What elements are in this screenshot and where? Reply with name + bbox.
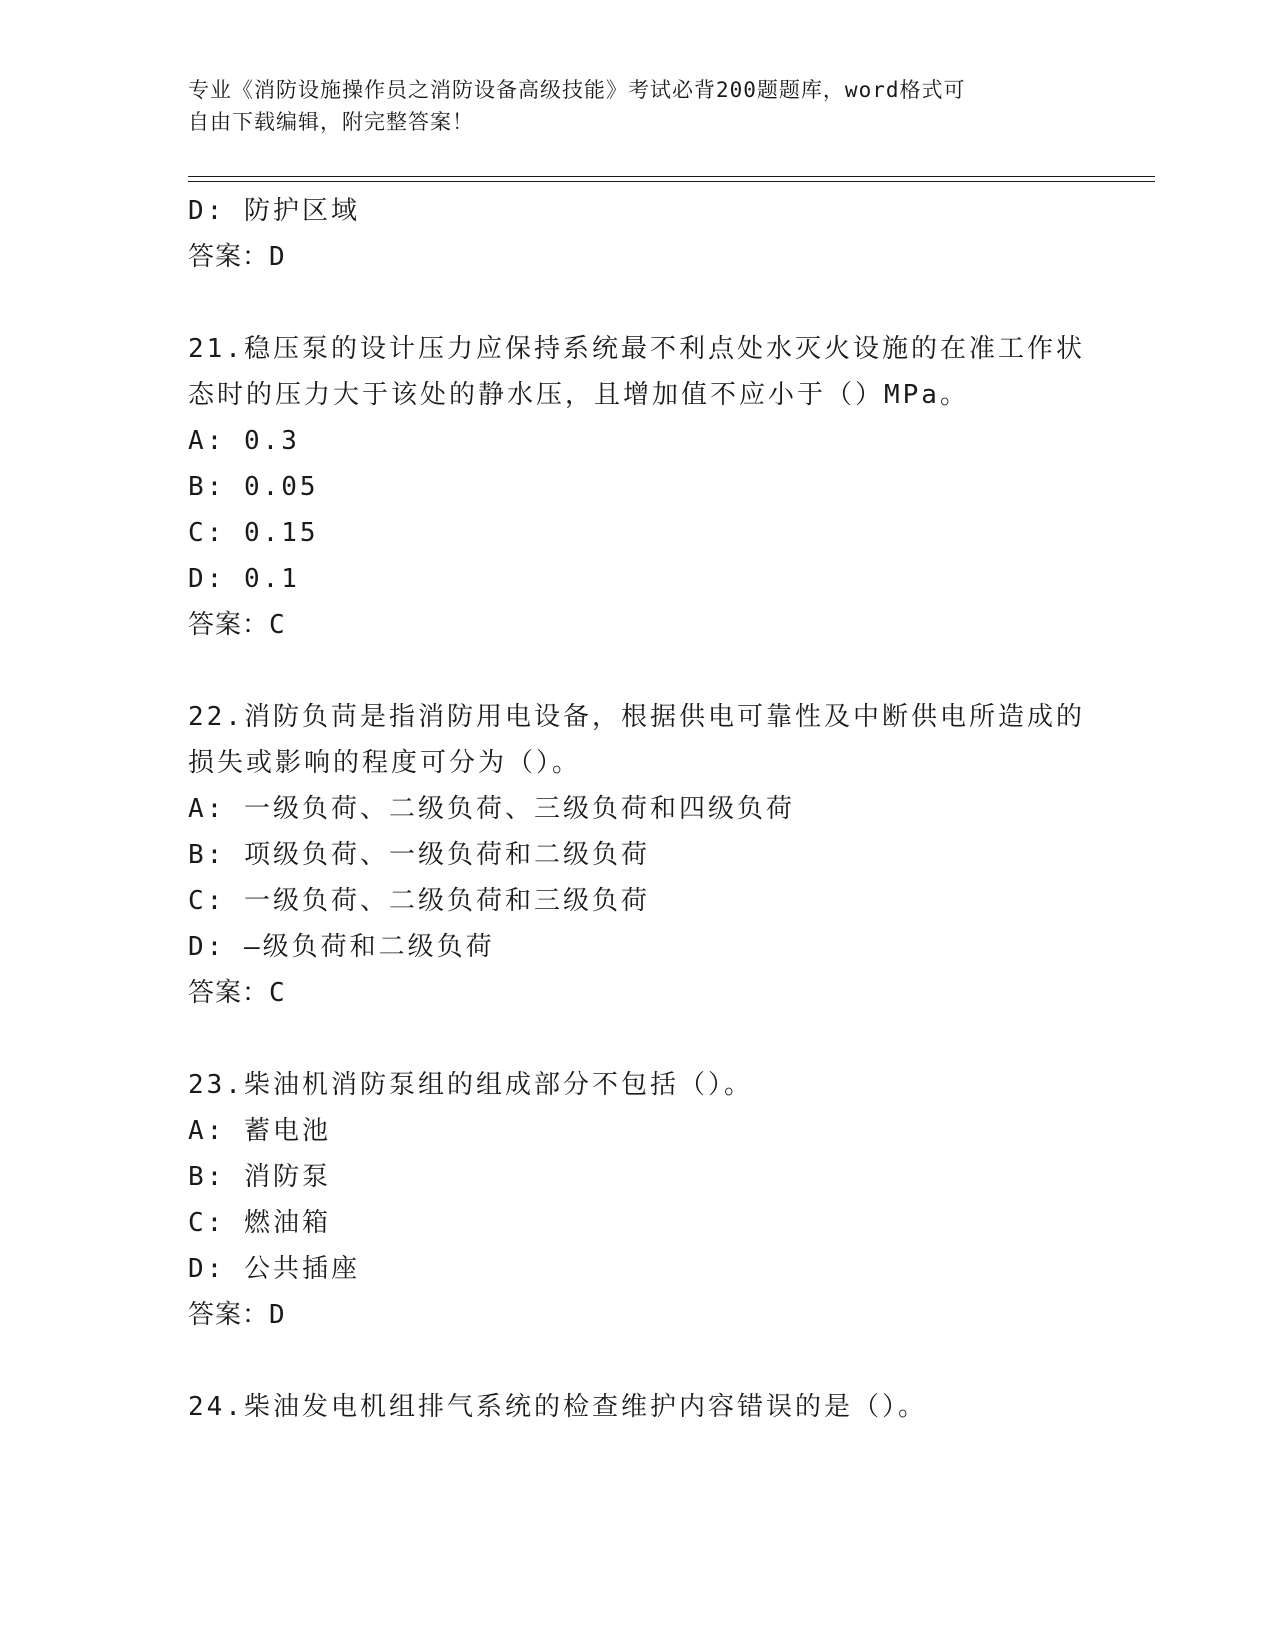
page-header	[188, 74, 1088, 138]
option-a: A: 一级负荷、二级负荷、三级负荷和四级负荷	[188, 794, 795, 824]
question-content	[188, 188, 1108, 1430]
option-d: D: 公共插座	[188, 1254, 360, 1284]
question-text-line-1: 24.柴油发电机组排气系统的检查维护内容错误的是（）。	[188, 1392, 927, 1422]
option-a: A: 0.3	[188, 426, 300, 456]
question-text-line-2: 损失或影响的程度可分为（）。	[188, 748, 582, 778]
question-22	[188, 694, 1108, 1016]
prev-answer: 答案：D	[188, 242, 286, 272]
spacer	[188, 1338, 1108, 1384]
option-c: C: 0.15	[188, 518, 319, 548]
question-text-line-2: 态时的压力大于该处的静水压，且增加值不应小于（）MPa。	[188, 380, 969, 410]
header-divider-top	[188, 176, 1155, 177]
option-b: B: 消防泵	[188, 1162, 331, 1192]
answer: 答案：D	[188, 1300, 286, 1330]
answer: 答案：C	[188, 610, 286, 640]
question-text-line-1: 23.柴油机消防泵组的组成部分不包括（）。	[188, 1070, 753, 1100]
question-21	[188, 326, 1108, 648]
option-a: A: 蓄电池	[188, 1116, 331, 1146]
question-text-line-1: 21.稳压泵的设计压力应保持系统最不利点处水灭火设施的在准工作状	[188, 334, 1085, 364]
answer: 答案：C	[188, 978, 286, 1008]
prev-option-d: D: 防护区域	[188, 196, 360, 226]
option-d: D: —级负荷和二级负荷	[188, 932, 495, 962]
option-c: C: 燃油箱	[188, 1208, 331, 1238]
question-23	[188, 1062, 1108, 1338]
header-title-line-2: 自由下载编辑，附完整答案！	[188, 110, 474, 134]
spacer	[188, 280, 1108, 326]
option-c: C: 一级负荷、二级负荷和三级负荷	[188, 886, 650, 916]
spacer	[188, 1016, 1108, 1062]
header-title-line-1: 专业《消防设施操作员之消防设备高级技能》考试必背200题题库，word格式可	[188, 78, 966, 102]
header-divider-bottom	[188, 181, 1155, 182]
question-24	[188, 1384, 1108, 1430]
option-d: D: 0.1	[188, 564, 300, 594]
option-b: B: 0.05	[188, 472, 319, 502]
question-text-line-1: 22.消防负苘是指消防用电设备，根据供电可靠性及中断供电所造成的	[188, 702, 1085, 732]
option-b: B: 项级负荷、一级负荷和二级负荷	[188, 840, 650, 870]
spacer	[188, 648, 1108, 694]
